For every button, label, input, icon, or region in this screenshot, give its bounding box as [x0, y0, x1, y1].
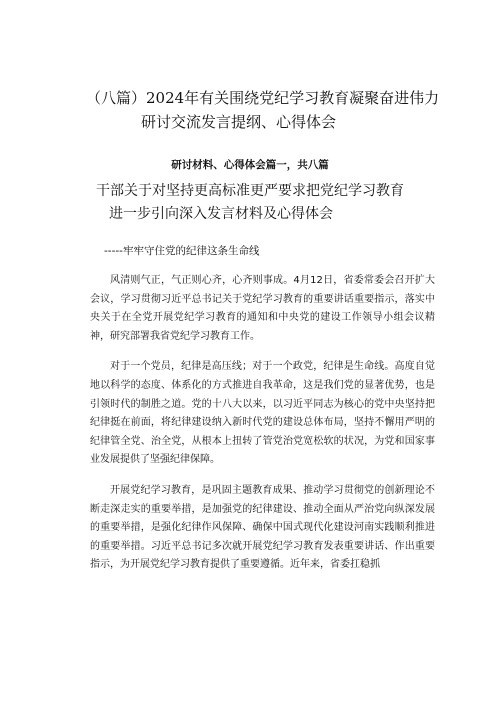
- speech-title-line-2: 进一步引向深入发言材料及心得体会: [109, 206, 333, 222]
- body-paragraph: 风清则气正，气正则心齐，心齐则事成。4月12日，省委常委会召开扩大会议，学习贯彻习近平总书记关于党纪学习教育的重要讲话重要指示，落实中央关于在全党开展党纪学习教育的通知和中央党的建设工作领导小组会议精神，研究部署我省党纪学习教育工作。: [90, 275, 435, 342]
- body-paragraph: 开展党纪学习教育，是巩固主题教育成果、推动学习贯彻党的创新理论不断走深走实的重要举措，是加强党的纪律建设、推动全面从严治党向纵深发展的重要举措，是强化纪律作风保障、确保中国式现代化建设河南实践顺利推进的重要举措。习近平总书记多次就开展党纪学习教育发表重要讲话、作出重要指示，为开展党纪学习教育提供了重要遵循。近年来，省委扛稳抓: [90, 484, 435, 571]
- speech-title: [96, 180, 436, 226]
- subtitle: -----牢牢守住党的纪律这条生命线: [104, 245, 260, 257]
- document-title-line-1: （八篇）2024年有关围绕党纪学习教育凝聚奋进伟力: [86, 89, 440, 107]
- speech-title-line-1: 干部关于对坚持更高标准更严要求把党纪学习教育: [96, 183, 404, 199]
- document-title: [86, 86, 446, 134]
- section-heading: 研讨材料、心得体会篇一，共八篇: [171, 159, 329, 171]
- body-text: [90, 272, 435, 587]
- document-title-line-2: 研讨交流发言提纲、心得体会: [141, 113, 337, 131]
- body-paragraph: 对于一个党员，纪律是高压线；对于一个政党，纪律是生命线。高度自觉地以科学的态度、体系化的方式推进自我革命，这是我们党的显著优势，也是引领时代的制胜之道。党的十八大以来，以习近平同志为核心的党中央坚持把纪律挺在前面，将纪律建设纳入新时代党的建设总体布局，坚持不懈用严明的纪律管全党、治全党，从根本上扭转了管党治党宽松软的状况，为党和国家事业发展提供了坚强纪律保障。: [90, 361, 435, 466]
